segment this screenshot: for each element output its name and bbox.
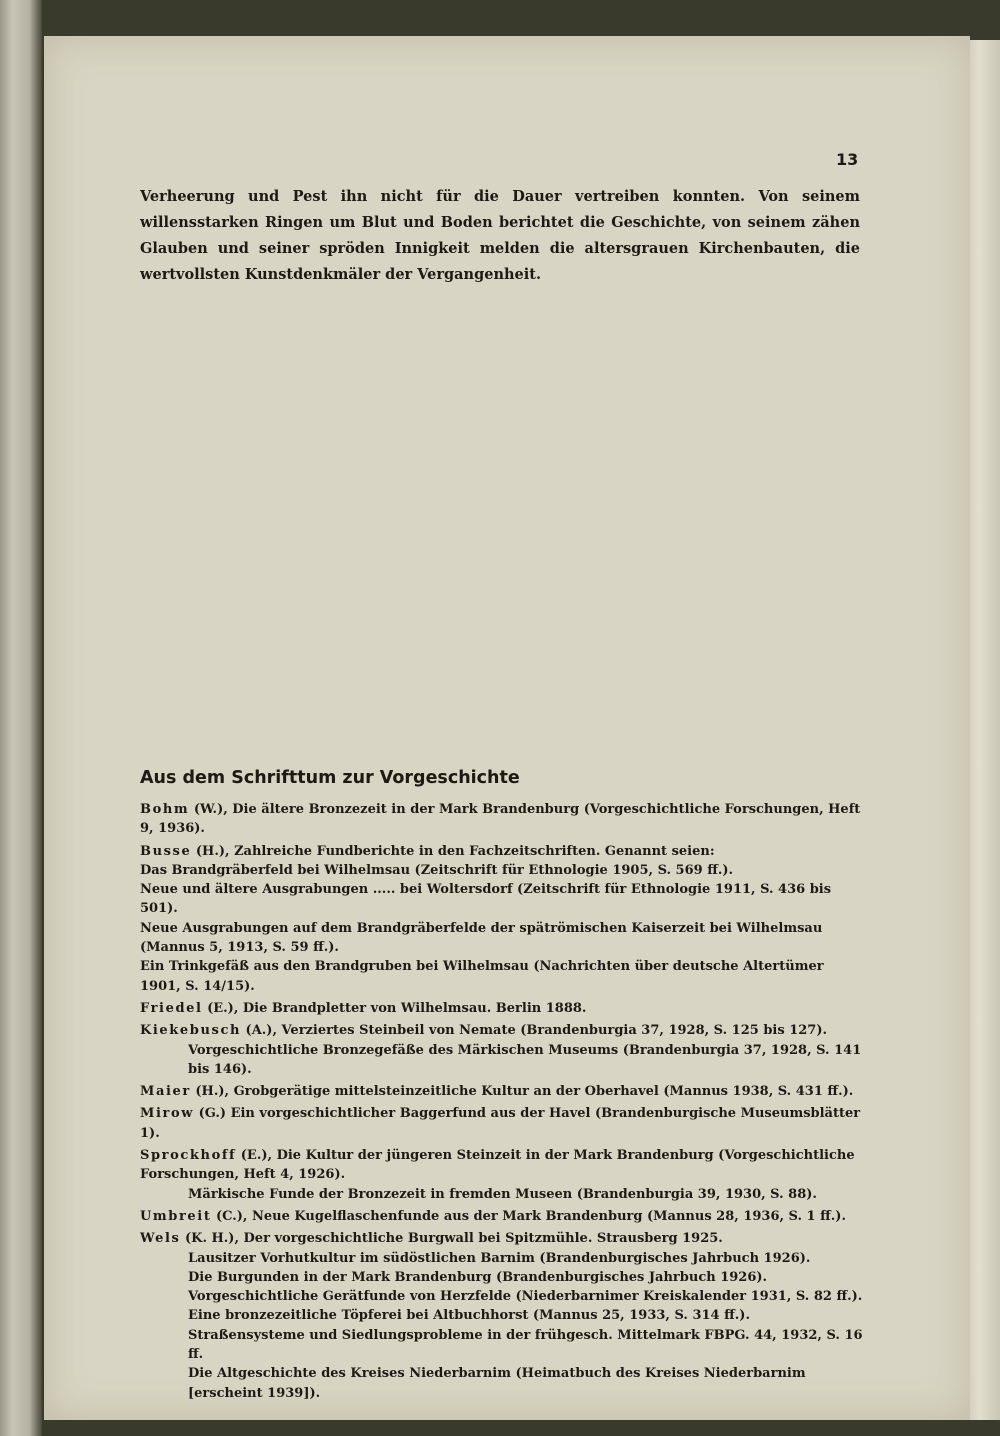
bibliography-entry [140,842,866,996]
entry-author: Bohm [140,802,190,817]
entry-author: Mirow [140,1106,195,1122]
entry-sub-item: Vorgeschichtliche Gerätfunde von Herzfelde (Niederbarnimer Kreiskalender 1931, S. 82 ff.). [188,1289,863,1305]
bibliography-entry [140,1082,866,1101]
entry-sub-item: Eine bronzezeitliche Töpferei bei Altbuchhorst (Mannus 25, 1933, S. 314 ff.). [188,1308,750,1324]
entry-text: Der vorgeschichtliche Burgwall bei Spitzmühle. Strausberg 1925. [243,1231,723,1247]
bibliography-entry [140,999,866,1018]
bibliography-entry [140,1104,866,1143]
bibliography-entry [140,1229,866,1403]
entry-text: Die Kultur der jüngeren Steinzeit in der Mark Brandenburg (Vorgeschichtliche Forschungen, Heft 4, 1926). [140,1148,855,1183]
entry-initials: (E.), [240,1148,273,1164]
entry-author: Kiekebusch [140,1023,242,1039]
entry-main-line [140,1146,866,1185]
entry-initials: (K. H.), [185,1231,239,1247]
entry-initials: (E.), [207,1000,239,1016]
page-edge [966,40,1000,1420]
entry-sub-item: Vorgeschichtliche Bronzegefäße des Märkischen Museums (Brandenburgia 37, 1928, S. 141 bis 146). [188,1042,862,1077]
entry-author: Busse [140,843,192,859]
entry-initials: (W.), [193,802,228,817]
entry-main-line [140,999,866,1018]
entry-main-line [140,1021,866,1040]
entry-author: Sprockhoff [140,1148,237,1164]
bibliography-entry [140,1021,866,1079]
entry-main-line [140,1207,866,1226]
entry-sub-item: Neue Ausgrabungen auf dem Brandgräberfelde der spätrömischen Kaiserzeit bei Wilhelmsau (Mannus 5, 1913, S. 59 ff.). [140,920,823,956]
entry-initials: (G.) [198,1106,227,1122]
entry-sub-item: Straßensysteme und Siedlungsprobleme in der frühgesch. Mittelmark FBPG. 44, 1932, S. 16 ff. [188,1327,863,1363]
entry-initials: (A.), [245,1023,277,1039]
entry-main-line [140,1229,866,1248]
book-binding [0,0,42,1436]
section-title: Aus dem Schrifttum zur Vorgeschichte [140,768,520,788]
entry-initials: (C.), [215,1208,248,1224]
entry-text: Neue Kugelflaschenfunde aus der Mark Brandenburg (Mannus 28, 1936, S. 1 ff.). [252,1208,846,1224]
entry-text: Ein vorgeschichtlicher Baggerfund aus der Havel (Brandenburgische Museumsblätter 1). [140,1106,861,1141]
intro-text: Verheerung und Pest ihn nicht für die Dauer vertreiben konnten. Von seinem willensstarken Ringen um Blut und Boden berichtet die Geschichte, von seinem zähen Glauben und seiner spröden Innigkeit melden die altersgrauen Kirchenbauten, die wertvollsten Kunstdenkmäler der Vergangenheit. [140,188,860,283]
entry-text: Die Brandpletter von Wilhelmsau. Berlin 1888. [242,1000,587,1016]
bibliography-entry [140,800,866,839]
entry-sub-item: Neue und ältere Ausgrabungen ..... bei Woltersdorf (Zeitschrift für Ethnologie 1911, S. 436 bis 501). [140,882,832,917]
entry-main-line [140,800,866,839]
entry-text: Verziertes Steinbeil von Nemate (Brandenburgia 37, 1928, S. 125 bis 127). [281,1023,828,1039]
entry-sub-item: Märkische Funde der Bronzezeit in fremden Museen (Brandenburgia 39, 1930, S. 88). [188,1186,817,1202]
entry-main-line [140,842,866,861]
intro-paragraph [140,184,860,288]
entry-sub-item: Das Brandgräberfeld bei Wilhelmsau (Zeitschrift für Ethnologie 1905, S. 569 ff.). [140,862,734,878]
bibliography-entry [140,1146,866,1204]
entry-text: Grobgerätige mittelsteinzeitliche Kultur an der Oberhavel (Mannus 1938, S. 431 ff.). [233,1084,854,1100]
entry-main-line [140,1082,866,1101]
entry-sub-item: Lausitzer Vorhutkultur im südöstlichen Barnim (Brandenburgisches Jahrbuch 1926). [188,1250,811,1266]
entry-author: Wels [140,1231,181,1247]
bibliography-entry [140,1207,866,1226]
entry-main-line [140,1104,866,1143]
entry-author: Friedel [140,1000,203,1016]
entry-text: Zahlreiche Fundberichte in den Fachzeitschriften. Genannt seien: [234,843,715,859]
page-number: 13 [836,150,859,169]
entry-initials: (H.), [195,843,230,859]
entry-sub-item: Ein Trinkgefäß aus den Brandgruben bei Wilhelmsau (Nachrichten über deutsche Altertümer 1901, S. 14/15). [140,959,824,994]
entry-author: Umbreit [140,1208,212,1224]
bibliography-list [140,800,866,1406]
entry-sub-item: Die Altgeschichte des Kreises Niederbarnim (Heimatbuch des Kreises Niederbarnim [erscheint 1939]). [188,1366,806,1401]
entry-author: Maier [140,1084,191,1100]
entry-text: Die ältere Bronzezeit in der Mark Brandenburg (Vorgeschichtliche Forschungen, Heft 9, 1936). [140,802,861,837]
entry-sub-item: Die Burgunden in der Mark Brandenburg (Brandenburgisches Jahrbuch 1926). [188,1269,768,1285]
entry-initials: (H.), [195,1084,230,1100]
